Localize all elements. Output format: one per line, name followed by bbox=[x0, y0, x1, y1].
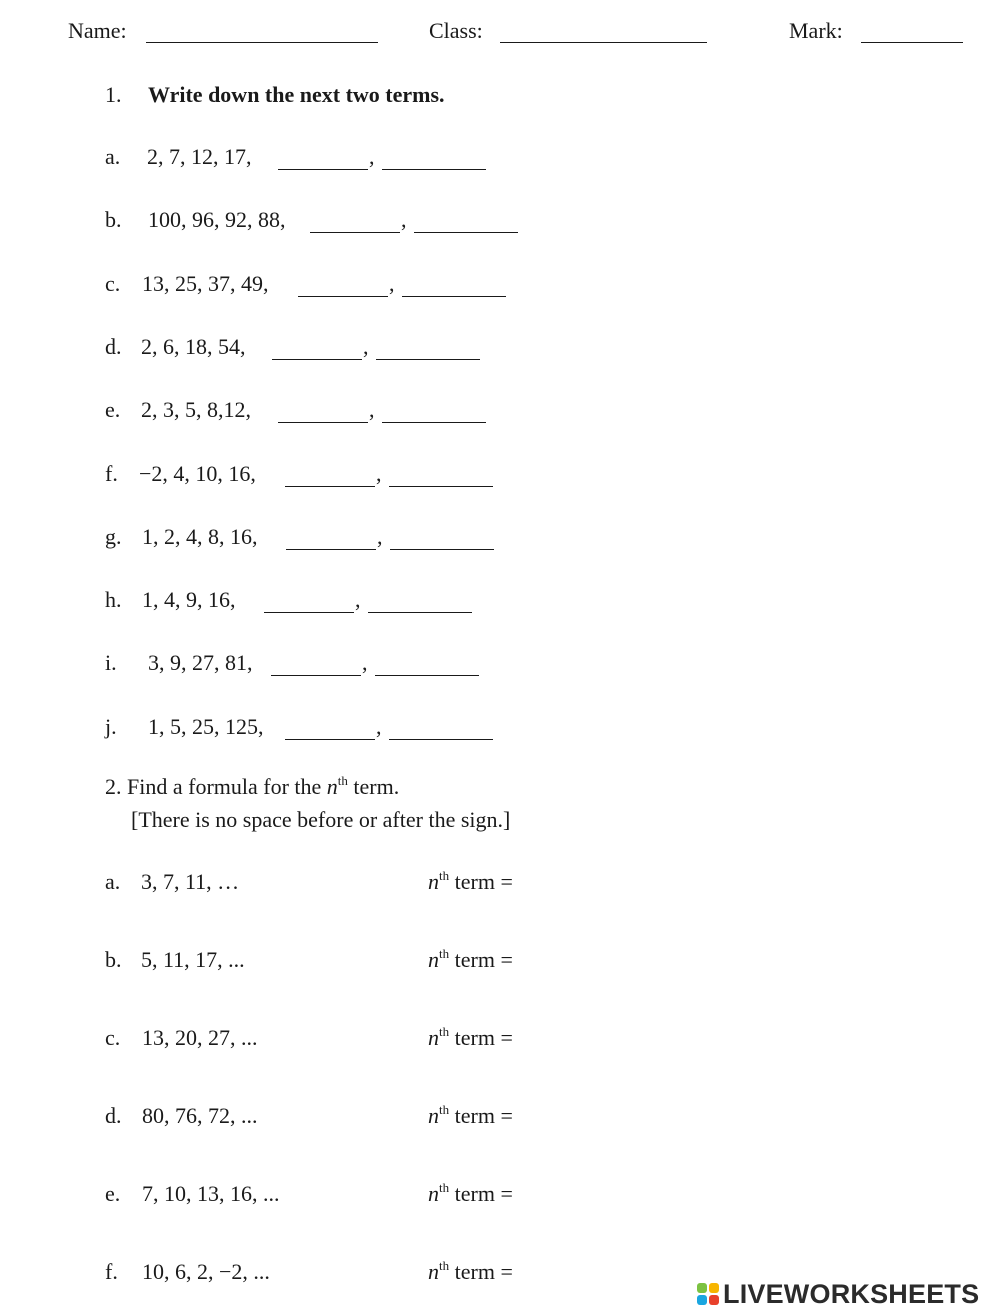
q1-comma: , bbox=[369, 397, 375, 422]
q2-nth-term-label bbox=[428, 1024, 513, 1050]
q1-answer-blank-1[interactable] bbox=[298, 279, 388, 297]
nth-n: n bbox=[428, 1025, 439, 1050]
nth-term-text: term = bbox=[454, 869, 513, 894]
q2-answer-field[interactable] bbox=[540, 1101, 720, 1129]
name-field[interactable] bbox=[146, 24, 378, 43]
q1-item-sequence: 3, 9, 27, 81, bbox=[148, 650, 253, 675]
brand-name: LIVEWORKSHEETS bbox=[723, 1278, 980, 1309]
q1-number: 1. bbox=[105, 82, 122, 107]
q1-comma: , bbox=[376, 461, 382, 486]
nth-sup: th bbox=[439, 946, 450, 961]
q1-comma: , bbox=[363, 334, 369, 359]
nth-sup: th bbox=[439, 1024, 450, 1039]
class-field[interactable] bbox=[500, 24, 707, 43]
q1-answer-blank-1[interactable] bbox=[271, 658, 361, 676]
q2-title-n: n bbox=[326, 774, 338, 799]
q2-title-sup: th bbox=[337, 773, 348, 788]
q1-answer-blank-2[interactable] bbox=[402, 279, 506, 297]
q2-item-sequence: 5, 11, 17, ... bbox=[141, 947, 245, 972]
q1-answer-blank-2[interactable] bbox=[382, 152, 486, 170]
q1-item-sequence: 2, 6, 18, 54, bbox=[141, 334, 246, 359]
logo-mark-icon bbox=[697, 1283, 719, 1305]
q1-title: Write down the next two terms. bbox=[148, 82, 445, 107]
q2-item-sequence: 3, 7, 11, … bbox=[141, 869, 240, 894]
nth-n: n bbox=[428, 1259, 439, 1284]
q2-answer-field[interactable] bbox=[540, 1023, 720, 1051]
logo-square bbox=[697, 1283, 707, 1293]
q1-answer-blank-1[interactable] bbox=[272, 342, 362, 360]
q2-note: [There is no space before or after the sign.] bbox=[131, 807, 511, 832]
q2-item-sequence: 80, 76, 72, ... bbox=[142, 1103, 258, 1128]
q2-title-prefix: 2. Find a formula for the bbox=[105, 774, 322, 799]
nth-n: n bbox=[428, 869, 439, 894]
q1-answer-blank-1[interactable] bbox=[285, 469, 375, 487]
q1-answer-blank-2[interactable] bbox=[375, 658, 479, 676]
q2-item-letter: b. bbox=[105, 947, 122, 972]
q1-item-letter: c. bbox=[105, 271, 121, 296]
q1-item-letter: b. bbox=[105, 207, 122, 232]
q1-item-letter: a. bbox=[105, 144, 121, 169]
q2-item-sequence: 10, 6, 2, −2, ... bbox=[142, 1259, 270, 1284]
logo-square bbox=[709, 1283, 719, 1293]
q1-answer-blank-2[interactable] bbox=[382, 405, 486, 423]
nth-sup: th bbox=[439, 1258, 450, 1273]
q1-comma: , bbox=[389, 271, 395, 296]
name-label: Name: bbox=[68, 18, 127, 43]
q2-title bbox=[105, 773, 400, 799]
nth-n: n bbox=[428, 947, 439, 972]
q1-comma: , bbox=[401, 207, 407, 232]
nth-n: n bbox=[428, 1103, 439, 1128]
q1-item-letter: j. bbox=[105, 714, 117, 739]
q2-answer-field[interactable] bbox=[540, 867, 720, 895]
q1-item-sequence: 13, 25, 37, 49, bbox=[142, 271, 269, 296]
nth-term-text: term = bbox=[454, 1025, 513, 1050]
class-label: Class: bbox=[429, 18, 483, 43]
q1-item-letter: e. bbox=[105, 397, 121, 422]
nth-term-text: term = bbox=[454, 1181, 513, 1206]
q1-item-sequence: 100, 96, 92, 88, bbox=[148, 207, 286, 232]
q2-answer-field[interactable] bbox=[540, 1257, 720, 1285]
q1-comma: , bbox=[362, 650, 368, 675]
q1-item-letter: f. bbox=[105, 461, 118, 486]
q1-answer-blank-2[interactable] bbox=[389, 469, 493, 487]
mark-label: Mark: bbox=[789, 18, 843, 43]
q1-item-sequence: 1, 4, 9, 16, bbox=[142, 587, 236, 612]
q2-item-letter: a. bbox=[105, 869, 121, 894]
q1-comma: , bbox=[376, 714, 382, 739]
mark-field[interactable] bbox=[861, 24, 963, 43]
q1-item-letter: i. bbox=[105, 650, 117, 675]
q2-title-suffix: term. bbox=[353, 774, 400, 799]
q1-item-sequence: 2, 3, 5, 8,12, bbox=[141, 397, 251, 422]
q2-item-letter: f. bbox=[105, 1259, 118, 1284]
q2-nth-term-label bbox=[428, 1102, 513, 1128]
logo-square bbox=[697, 1295, 707, 1305]
q1-answer-blank-1[interactable] bbox=[310, 215, 400, 233]
q2-item-letter: d. bbox=[105, 1103, 122, 1128]
q1-comma: , bbox=[369, 144, 375, 169]
q1-item-sequence: 1, 5, 25, 125, bbox=[148, 714, 264, 739]
q1-item-sequence: −2, 4, 10, 16, bbox=[139, 461, 256, 486]
q1-answer-blank-1[interactable] bbox=[285, 722, 375, 740]
q1-answer-blank-2[interactable] bbox=[414, 215, 518, 233]
q1-answer-blank-1[interactable] bbox=[264, 595, 354, 613]
q1-answer-blank-2[interactable] bbox=[389, 722, 493, 740]
q2-item-letter: c. bbox=[105, 1025, 121, 1050]
q2-nth-term-label bbox=[428, 946, 513, 972]
nth-sup: th bbox=[439, 868, 450, 883]
q2-nth-term-label bbox=[428, 1258, 513, 1284]
q1-answer-blank-1[interactable] bbox=[278, 152, 368, 170]
q1-item-letter: d. bbox=[105, 334, 122, 359]
q1-item-sequence: 1, 2, 4, 8, 16, bbox=[142, 524, 258, 549]
q1-item-letter: h. bbox=[105, 587, 122, 612]
liveworksheets-logo bbox=[697, 1280, 979, 1308]
q1-answer-blank-2[interactable] bbox=[368, 595, 472, 613]
q1-answer-blank-2[interactable] bbox=[390, 532, 494, 550]
q1-answer-blank-1[interactable] bbox=[278, 405, 368, 423]
q2-answer-field[interactable] bbox=[540, 1179, 720, 1207]
q1-answer-blank-2[interactable] bbox=[376, 342, 480, 360]
q1-comma: , bbox=[355, 587, 361, 612]
nth-term-text: term = bbox=[454, 1259, 513, 1284]
nth-term-text: term = bbox=[454, 1103, 513, 1128]
q2-nth-term-label bbox=[428, 868, 513, 894]
q1-item-sequence: 2, 7, 12, 17, bbox=[147, 144, 252, 169]
q1-answer-blank-1[interactable] bbox=[286, 532, 376, 550]
q1-item-letter: g. bbox=[105, 524, 122, 549]
q2-item-sequence: 13, 20, 27, ... bbox=[142, 1025, 258, 1050]
nth-sup: th bbox=[439, 1180, 450, 1195]
q2-answer-field[interactable] bbox=[540, 945, 720, 973]
q2-nth-term-label bbox=[428, 1180, 513, 1206]
q2-item-letter: e. bbox=[105, 1181, 121, 1206]
nth-n: n bbox=[428, 1181, 439, 1206]
nth-sup: th bbox=[439, 1102, 450, 1117]
q2-item-sequence: 7, 10, 13, 16, ... bbox=[142, 1181, 280, 1206]
nth-term-text: term = bbox=[454, 947, 513, 972]
logo-square bbox=[709, 1295, 719, 1305]
q1-comma: , bbox=[377, 524, 383, 549]
